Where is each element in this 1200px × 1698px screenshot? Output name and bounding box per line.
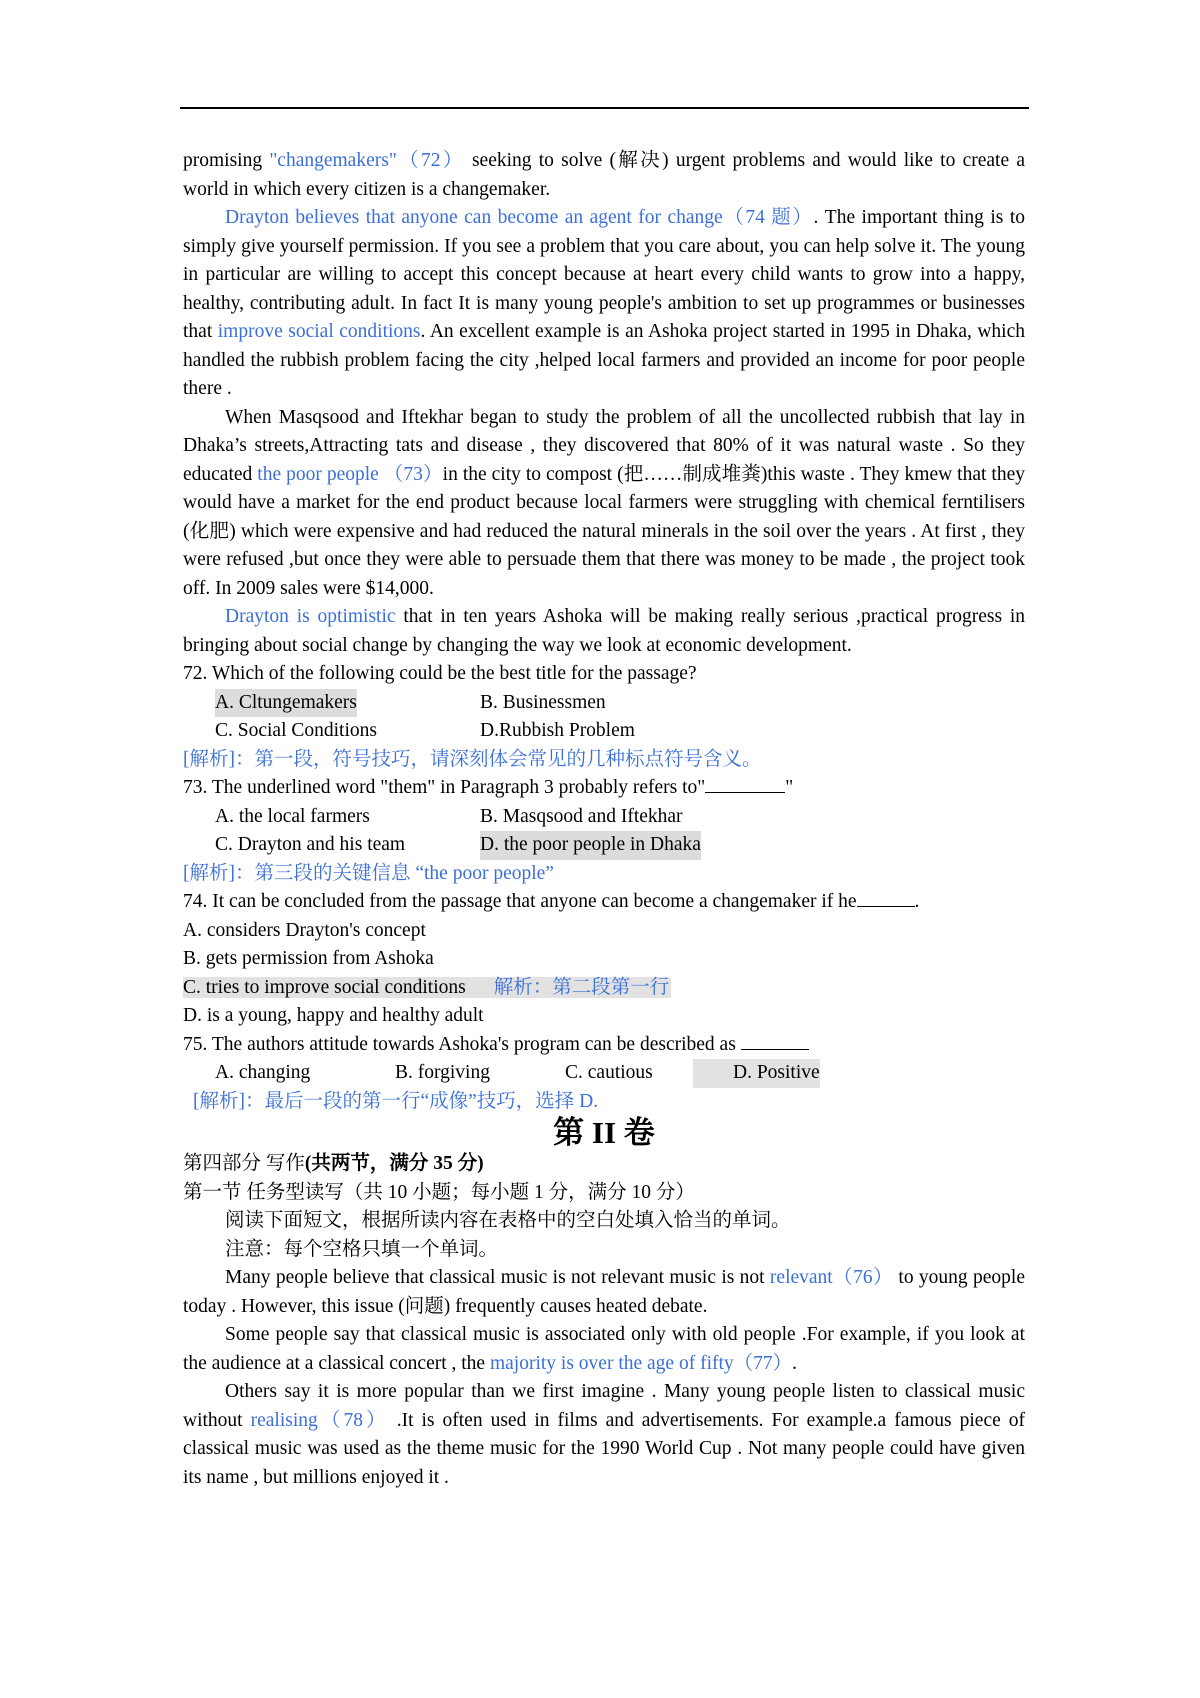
option-73-c: C. Drayton and his team [215, 834, 406, 855]
part-4-heading [183, 1150, 1025, 1179]
passage-paragraph-4 [183, 603, 1025, 660]
question-72-options-row-1 [215, 689, 1025, 718]
question-73-options-row-1 [215, 803, 1025, 832]
option-75-a: A. changing [215, 1062, 311, 1083]
header-rule [180, 107, 1029, 109]
passage-paragraph-2 [183, 204, 1025, 404]
text-span: that in ten years Ashoka will be making really serious ,practical progress in bringing about social change by changing the way we look at economic development. [183, 606, 1026, 656]
option-75-c: C. cautious [565, 1062, 653, 1083]
passage-paragraph-7 [183, 1378, 1025, 1492]
instruction-2: 注意：每个空格只填一个单词。 [225, 1238, 499, 1260]
option-72-d: D.Rubbish Problem [480, 720, 635, 741]
option-73-a: A. the local farmers [215, 805, 370, 827]
answer-key-73: the poor people （73） [257, 463, 443, 485]
question-75-stem [183, 1031, 1025, 1060]
text-span: 74. It can be concluded from the passage that anyone can become a changemaker if he [183, 891, 857, 912]
text-span: Others say it is more popular than we first imagine . Many young people listen to classical music without [183, 1381, 1025, 1431]
instruction-1: 阅读下面短文，根据所读内容在表格中的空白处填入恰当的单词。 [225, 1210, 791, 1231]
text-span: 73. The underlined word "them" in Paragraph 3 probably refers to" [183, 777, 706, 798]
option-72-b: B. Businessmen [480, 691, 606, 713]
text-span: in the city to compost (把……制成堆粪)this waste . They kmew that they would have a market for the end product because local farmers were struggling with chemical ferntilisers (化肥) which were expensive and had reduced the natural minerals in the soil over the years . At first , they were refused ,but once they were able to persuade them that there was money to be made , the project took off. In 2009 sales were $14,000. [183, 463, 1026, 599]
text-span: . The important thing is to simply give yourself permission. If you see a problem that you care about, you can help solve it. The young in particular are willing to accept this concept because at heart every child wants to grow into a happy, healthy, contributing adult. In fact It is many young people's ambition to set up programmes or businesses that [183, 207, 1025, 342]
option-74-d: D. is a young, happy and healthy adult [183, 1005, 484, 1026]
text-span: . [792, 1352, 798, 1374]
answer-blank [705, 774, 785, 793]
question-74-stem [183, 888, 1025, 917]
document-page [183, 147, 1025, 1492]
question-75-options-row [215, 1059, 1025, 1088]
option-74-c-line [183, 974, 1025, 1003]
answer-key-highlight: improve social conditions [217, 321, 421, 342]
text-span: 75. The authors attitude towards Ashoka's program can be described as [183, 1033, 736, 1055]
option-75-d: D. Positive [693, 1059, 820, 1088]
text-span: . An excellent example is an Ashoka project started in 1995 in Dhaka, which handled the rubbish problem facing the city ,helped local farmers and provided an income for poor people there . [183, 321, 1026, 399]
option-74-a: A. considers Drayton's concept [183, 919, 426, 941]
text-span: to young people today . However, this issue (问题) frequently causes heated debate. [183, 1267, 1025, 1317]
question-73-stem [183, 774, 1025, 803]
passage-paragraph-5 [183, 1264, 1025, 1321]
option-75-b: B. forgiving [395, 1062, 490, 1083]
question-72-stem: 72. Which of the following could be the best title for the passage? [183, 663, 697, 684]
option-73-d: D. the poor people in Dhaka [480, 831, 701, 860]
text-span: (共两节，满分 35 分) [304, 1153, 484, 1174]
solution-73: [解析]：第三段的关键信息 “the poor people” [183, 862, 554, 884]
text-span: 第四部分 写作 [183, 1153, 305, 1174]
text-span: Many people believe that classical music is not relevant music is not [225, 1267, 770, 1288]
text-span: " [785, 777, 794, 798]
option-73-b: B. Masqsood and Iftekhar [480, 805, 683, 827]
option-74-b: B. gets permission from Ashoka [183, 948, 434, 969]
text-span: . [914, 891, 920, 912]
volume-title: 第 II 卷 [553, 1115, 655, 1150]
text-span: When Masqsood and Iftekhar began to study the problem of all the uncollected rubbish that lay in Dhaka’s streets,Attracting tats and disease , they discovered that 80% of it was natural waste . So they educated [183, 406, 1025, 485]
answer-key-78: realising（78） [250, 1409, 389, 1431]
text-span: .It is often used in films and advertisements. For example.a famous piece of classical music was used as the theme music for the 1990 World Cup . Not many people could have given its name , but millions enjoyed it . [183, 1409, 1025, 1488]
solution-72: [解析]：第一段，符号技巧，请深刻体会常见的几种标点符号含义。 [183, 748, 762, 770]
option-74-c: C. tries to improve social conditions [183, 977, 494, 998]
text-span: Some people say that classical music is associated only with old people .For example, if you look at the audience at a classical concert , the [183, 1324, 1025, 1374]
passage-paragraph-6 [183, 1321, 1025, 1378]
solution-75: [解析]：最后一段的第一行“成像”技巧，选择 D. [193, 1090, 599, 1112]
question-73-options-row-2 [215, 831, 1025, 860]
answer-blank [741, 1031, 809, 1050]
option-72-c: C. Social Conditions [215, 720, 377, 741]
question-72-options-row-2 [215, 717, 1025, 746]
solution-74: 解析：第二段第一行 [493, 976, 670, 998]
answer-key-77: majority is over the age of fifty（77） [489, 1352, 793, 1374]
section-1-heading: 第一节 任务型读写（共 10 小题；每小题 1 分，满分 10 分） [183, 1181, 695, 1203]
answer-key-76: relevant（76） [769, 1267, 894, 1288]
answer-blank [857, 888, 915, 907]
passage-paragraph-3 [183, 404, 1025, 604]
text-span: seeking to solve (解决) urgent problems and would like to create a world in which every citizen is a changemaker. [183, 150, 1026, 200]
passage-paragraph-1 [183, 147, 1025, 204]
answer-key-72: "changemakers"（72） [269, 150, 465, 171]
option-72-a: A. Cltungemakers [215, 689, 357, 718]
answer-key-74: Drayton believes that anyone can become an agent for change（74 题） [225, 207, 814, 228]
answer-key-75: Drayton is optimistic [225, 606, 396, 627]
text-span: promising [183, 150, 270, 171]
